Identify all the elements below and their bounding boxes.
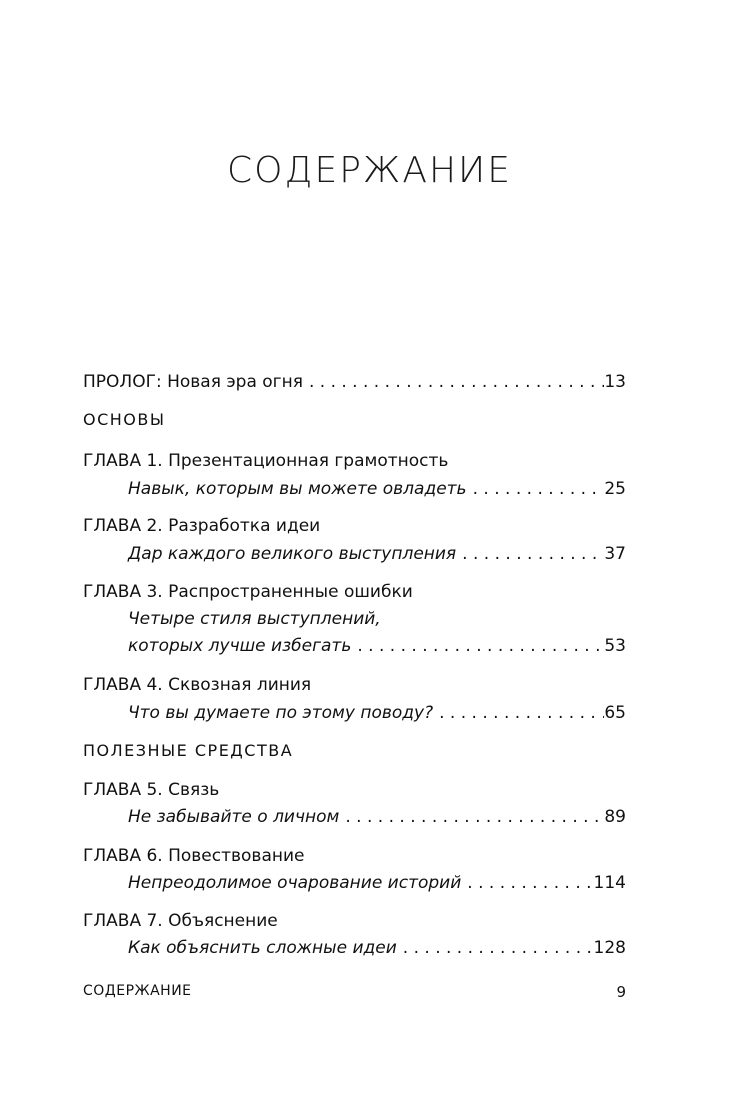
running-footer-title: СОДЕРЖАНИЕ — [83, 983, 192, 999]
dot-leader — [433, 701, 604, 725]
toc-chapter-heading[interactable] — [83, 844, 626, 868]
toc-page-number: 25 — [604, 479, 626, 499]
toc-entry-text: ПРОЛОГ: Новая эра огня — [83, 372, 303, 392]
toc-entry-ch3[interactable] — [128, 634, 626, 658]
toc-page-number: 89 — [604, 807, 626, 827]
toc-chapter-heading[interactable] — [83, 778, 626, 802]
dot-leader — [461, 871, 593, 895]
dot-leader — [339, 805, 604, 829]
toc-entry-ch1[interactable] — [128, 477, 626, 501]
toc-entry-text: Навык, которым вы можете овладеть — [128, 479, 467, 499]
dot-leader — [467, 477, 605, 501]
toc-entry-ch2[interactable] — [128, 542, 626, 566]
page-title: СОДЕРЖАНИЕ — [227, 150, 512, 191]
toc-page-number: 53 — [604, 636, 626, 656]
toc-chapter-heading[interactable] — [83, 673, 626, 697]
toc-chapter-heading[interactable] — [83, 514, 626, 538]
toc-entry-prologue[interactable] — [83, 370, 626, 394]
toc-entry-ch7[interactable] — [128, 936, 626, 960]
toc-entry-text: Четыре стиля выступлений, — [128, 609, 381, 629]
toc-entry-text: Дар каждого великого выступления — [128, 544, 457, 564]
toc-entry-text: Что вы думаете по этому поводу? — [128, 703, 434, 723]
dot-leader — [397, 936, 594, 960]
toc-entry-ch6[interactable] — [128, 871, 626, 895]
toc-section-heading: ПОЛЕЗНЫЕ СРЕДСТВА — [83, 741, 294, 760]
dot-leader — [456, 542, 604, 566]
footer-page-number: 9 — [616, 983, 626, 1001]
toc-page-number: 13 — [604, 372, 626, 392]
toc-entry-text: Как объяснить сложные идеи — [128, 938, 397, 958]
toc-entry-ch3-line1[interactable] — [128, 607, 626, 631]
toc-chapter-heading[interactable] — [83, 580, 626, 604]
toc-entry-text: Непреодолимое очарование историй — [128, 873, 462, 893]
toc-page-number: 65 — [604, 703, 626, 723]
toc-chapter-heading[interactable] — [83, 909, 626, 933]
toc-chapter-title: ГЛАВА 7. Объяснение — [83, 911, 278, 931]
toc-entry-text: которых лучше избегать — [128, 636, 352, 656]
toc-entry-ch5[interactable] — [128, 805, 626, 829]
toc-chapter-title: ГЛАВА 4. Сквозная линия — [83, 675, 312, 695]
toc-chapter-heading[interactable] — [83, 449, 626, 473]
toc-chapter-title: ГЛАВА 5. Связь — [83, 780, 220, 800]
toc-page-number: 37 — [604, 544, 626, 564]
dot-leader — [351, 634, 604, 658]
toc-entry-ch4[interactable] — [128, 701, 626, 725]
toc-section-heading: ОСНОВЫ — [83, 410, 166, 429]
toc-chapter-title: ГЛАВА 1. Презентационная грамотность — [83, 451, 449, 471]
toc-entry-text: Не забывайте о личном — [128, 807, 340, 827]
toc-page-number: 128 — [593, 938, 626, 958]
toc-chapter-title: ГЛАВА 2. Разработка идеи — [83, 516, 321, 536]
toc-page-number: 114 — [593, 873, 626, 893]
toc-chapter-title: ГЛАВА 6. Повествование — [83, 846, 305, 866]
toc-chapter-title: ГЛАВА 3. Распространенные ошибки — [83, 582, 413, 602]
dot-leader — [303, 370, 604, 394]
